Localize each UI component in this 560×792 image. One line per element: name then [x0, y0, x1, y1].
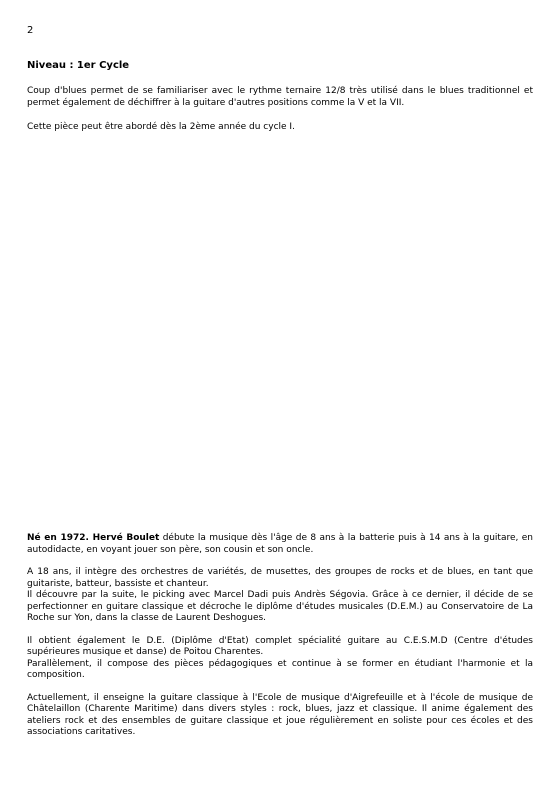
bio-paragraph-orchestras: A 18 ans, il intègre des orchestres de variétés, de musettes, des groupes de rocks et de blues, en tant que guitariste, batteur, bassiste et chanteur.: [27, 567, 533, 589]
biography-section: [27, 533, 533, 750]
bio-paragraph-birth-text: débute la musique dès l'âge de 8 ans à la batterie puis à 14 ans à la guitare, en autodidacte, en voyant jouer son père, son cousin et son oncle.: [27, 533, 533, 555]
page-number: 2: [27, 25, 34, 36]
intro-paragraph-level-note: Cette pièce peut être abordé dès la 2ème année du cycle I.: [27, 122, 295, 132]
level-heading: Niveau : 1er Cycle: [27, 60, 130, 71]
intro-paragraph-description: Coup d'blues permet de se familiariser avec le rythme ternaire 12/8 très utilisé dans le blues traditionnel et permet également de déchiffrer à la guitare d'autres positions comme la V et la VII.: [27, 86, 533, 108]
bio-paragraph-diploma: Il obtient également le D.E. (Diplôme d'Etat) complet spécialité guitare au C.E.S.M.D (Centre d'études supérieures musique et danse) de Poitou Charentes.: [27, 635, 533, 657]
bio-lead-name: Né en 1972. Hervé Boulet: [27, 533, 160, 543]
bio-paragraph-birth: [27, 533, 533, 556]
intro-section: [27, 85, 533, 145]
bio-paragraph-composition: Parallèlement, il compose des pièces pédagogiques et continue à se former en étudiant l'harmonie et la composition.: [27, 658, 533, 680]
bio-paragraph-picking: Il découvre par la suite, le picking avec Marcel Dadi puis Andrès Ségovia. Grâce à ce dernier, il décide de se perfectionner en guitare classique et décroche le diplôme d'études musicales (D.E.M.) au Conservatoire de La Roche sur Yon, dans la classe de Laurent Deshogues.: [27, 590, 533, 623]
bio-paragraph-teaching: Actuellement, il enseigne la guitare classique à l'Ecole de musique d'Aigrefeuille et à l'école de musique de Châtelaillon (Charente Maritime) dans divers styles : rock, blues, jazz et classique. Il anime également des ateliers rock et des ensembles de guitare classique et joue régulièrement en soliste pour ces écoles et des associations caritatives.: [27, 692, 533, 737]
